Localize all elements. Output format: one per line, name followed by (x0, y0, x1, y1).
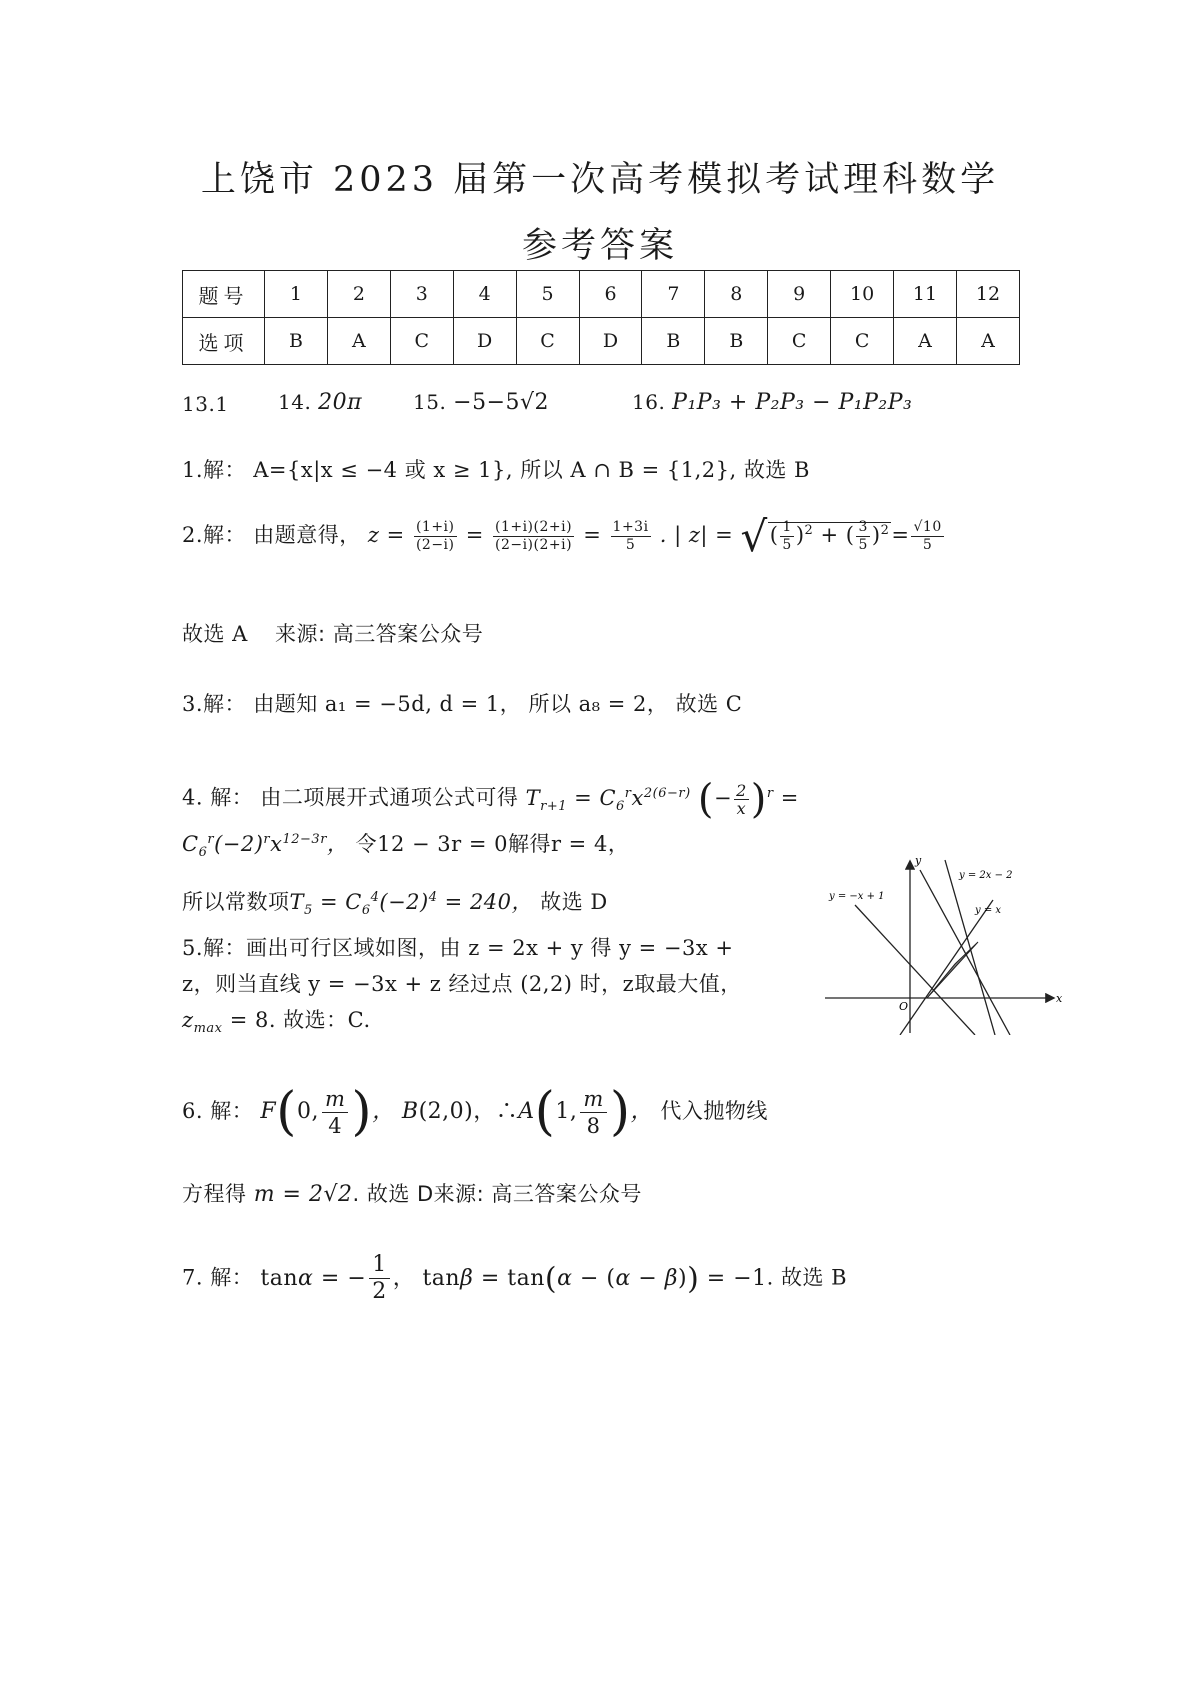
q13-answer: 1 (215, 392, 229, 416)
solution-3 (182, 688, 742, 718)
solution-6-line2-end: . 故选 D来源: 高三答案公众号 (352, 1182, 642, 1206)
solution-4-line-1 (182, 776, 799, 822)
solution-1-prefix: 1.解： (182, 458, 247, 482)
solution-4-lead: 由二项展开式通项公式可得 (260, 785, 519, 810)
solution-4-line3-end: 故选 D (540, 890, 608, 914)
table-cell: 3 (390, 271, 453, 318)
table-cell: 2 (327, 271, 390, 318)
solution-7-prefix: 7. 解： (182, 1265, 254, 1290)
formula-modulus: . | z| = (659, 523, 741, 547)
solution-7 (182, 1252, 847, 1305)
q13-label: 13. (182, 392, 216, 416)
line-y-neg-x-plus-1 (855, 905, 975, 1035)
q15-label: 15. (413, 390, 447, 414)
formula-zmax: $z_{max}$ (182, 1008, 223, 1037)
solution-5-prefix: 5.解： (182, 936, 247, 960)
q16-answer: P₁P₃ + P₂P₃ − P₁P₂P₃ (672, 390, 913, 415)
y-axis-label: y (915, 854, 922, 867)
table-cell: 5 (516, 271, 579, 318)
label-line-3: y = x (975, 905, 1002, 916)
solution-7-end: . 故选 B (766, 1265, 848, 1290)
table-cell: B (642, 318, 705, 365)
solution-6-lead-end: 代入抛物线 (660, 1099, 768, 1123)
solution-2-lead: 由题意得， (253, 523, 361, 547)
solution-3-text: 由题知 a₁ = −5d, d = 1， 所以 a₈ = 2， 故选 C (253, 692, 743, 716)
table-cell: C (768, 318, 831, 365)
table-cell: A (894, 318, 957, 365)
solution-6-line-1 (182, 1082, 768, 1142)
solution-2-conclusion (182, 618, 483, 648)
solution-5-line2: z，则当直线 y = −3x + z 经过点 (2,2) 时，z取最大值， (182, 972, 742, 996)
solution-5-line3: = 8. 故选：C. (229, 1008, 371, 1032)
label-line-1: y = −x + 1 (829, 891, 885, 902)
table-cell: B (265, 318, 328, 365)
solution-3-prefix: 3.解： (182, 692, 247, 716)
feasible-region-figure (815, 850, 1065, 1035)
equals-sign: = (465, 523, 484, 547)
formula-tan-beta: tanβ = tan(α − (α − β)) = −1 (422, 1261, 767, 1296)
line-y-2x-minus-2 (945, 860, 995, 1035)
table-cell: A (956, 318, 1019, 365)
formula-focus: F(0, $\frac{m}{4}$ )， (260, 1082, 395, 1142)
q16-label: 16. (632, 390, 666, 414)
formula-expansion: $C_6^r(-2)^rx^{12-3r}$， (182, 832, 349, 861)
solution-6-m-value: m = 2√2 (253, 1182, 353, 1207)
solution-5-line-2 (182, 968, 742, 998)
sqrt-body: ( $\frac{1}{5}$ )$^2$ + ( $\frac{3}{5}$ )$^2$ (769, 519, 890, 553)
table-cell: C (831, 318, 894, 365)
solution-1-text: A={x|x ≤ −4 或 x ≥ 1}, 所以 A ∩ B = {1,2}, 故选 B (253, 458, 810, 482)
formula-tan-alpha: tanα = − $\frac{1}{2}$ ， (260, 1252, 416, 1304)
table-cell: D (453, 318, 516, 365)
fraction: $\frac{(1+i)}{(2-i)}$ (415, 519, 455, 553)
q14-answer: 20π (318, 390, 363, 415)
table-cell: C (516, 318, 579, 365)
solution-4-line-2 (182, 828, 629, 860)
table-cell: C (390, 318, 453, 365)
table-cell: 7 (642, 271, 705, 318)
table-header-choice: 选项 (183, 318, 265, 365)
fraction: $\frac{√10}{5}$ (913, 519, 942, 553)
table-cell: A (327, 318, 390, 365)
line-3x-plus-y (920, 870, 1010, 1035)
q16-block (632, 390, 912, 415)
formula-z: z = (367, 523, 405, 547)
solution-6-prefix: 6. 解： (182, 1099, 254, 1123)
fraction: $\frac{1+3i}{5}$ (612, 519, 649, 553)
answer-table (182, 270, 1020, 365)
solution-6-line-2 (182, 1178, 642, 1208)
table-cell: 6 (579, 271, 642, 318)
fill-blank-row (182, 392, 229, 416)
q15-block (413, 390, 549, 415)
table-cell: 4 (453, 271, 516, 318)
table-cell: 8 (705, 271, 768, 318)
solution-4-line3-lead: 所以常数项 (182, 890, 290, 914)
formula-constant-term: $T_5 = C_6^4(-2)^4 = 240$， (289, 890, 534, 919)
formula-general-term: $T_{r+1} = C_6^rx^{2(6-r)}$ (− $\frac{2}{x}$ )$^r$ = (525, 776, 799, 822)
origin-label: O (899, 1000, 909, 1013)
table-cell: 9 (768, 271, 831, 318)
solution-5-line-1 (182, 932, 733, 962)
table-cell: 1 (265, 271, 328, 318)
q14-label: 14. (278, 390, 312, 414)
page-title: 上饶市 2023 届第一次高考模拟考试理科数学 (200, 160, 1000, 200)
table-cell: 11 (894, 271, 957, 318)
solution-4-prefix: 4. 解： (182, 785, 254, 810)
table-row-choices (183, 318, 1020, 365)
label-line-2: y = 2x − 2 (959, 870, 1013, 881)
x-axis-label: x (1056, 992, 1063, 1005)
table-header-number: 题号 (183, 271, 265, 318)
solution-2: 2.解： 由题意得， z = $\frac{(1+i)}{(2-i)}$ = $\frac{(1+i)(2+i)}{(2-i)(2+i)}$ = $\frac{1+3i}{5}$ . | z| = √( $\frac{1}{5}$ )$^2$ + ( $\frac{3}{5}$ )$^2$= $\frac{√10}{5}$ (182, 512, 942, 561)
solution-2-result: 故选 A (182, 622, 248, 646)
q15-answer: −5−5√2 (453, 390, 550, 415)
q14-block (278, 390, 362, 415)
table-cell: 10 (831, 271, 894, 318)
table-row-numbers (183, 271, 1020, 318)
solution-1 (182, 454, 810, 484)
solution-5-line1: 画出可行区域如图，由 z = 2x + y 得 y = −3x + (246, 936, 734, 960)
solution-2-prefix: 2.解： (182, 523, 247, 547)
line-y-x (900, 900, 993, 1035)
solution-6-line2-lead: 方程得 (182, 1182, 247, 1206)
formula-point-b: B(2,0)，∴A(1, $\frac{m}{8}$ )， (401, 1082, 654, 1142)
table-cell: B (705, 318, 768, 365)
equals-sign: = (583, 523, 602, 547)
sqrt-sign: √ (740, 512, 768, 561)
page-subtitle: 参考答案 (521, 226, 678, 266)
fraction: $\frac{(1+i)(2+i)}{(2-i)(2+i)}$ (494, 519, 573, 553)
solution-4-line2: 令12 − 3r = 0解得r = 4， (355, 832, 630, 856)
table-cell: D (579, 318, 642, 365)
solution-4-line-3 (182, 886, 608, 918)
table-cell: 12 (956, 271, 1019, 318)
solution-5-line-3 (182, 1004, 371, 1036)
solution-2-source: 来源: 高三答案公众号 (275, 622, 484, 646)
